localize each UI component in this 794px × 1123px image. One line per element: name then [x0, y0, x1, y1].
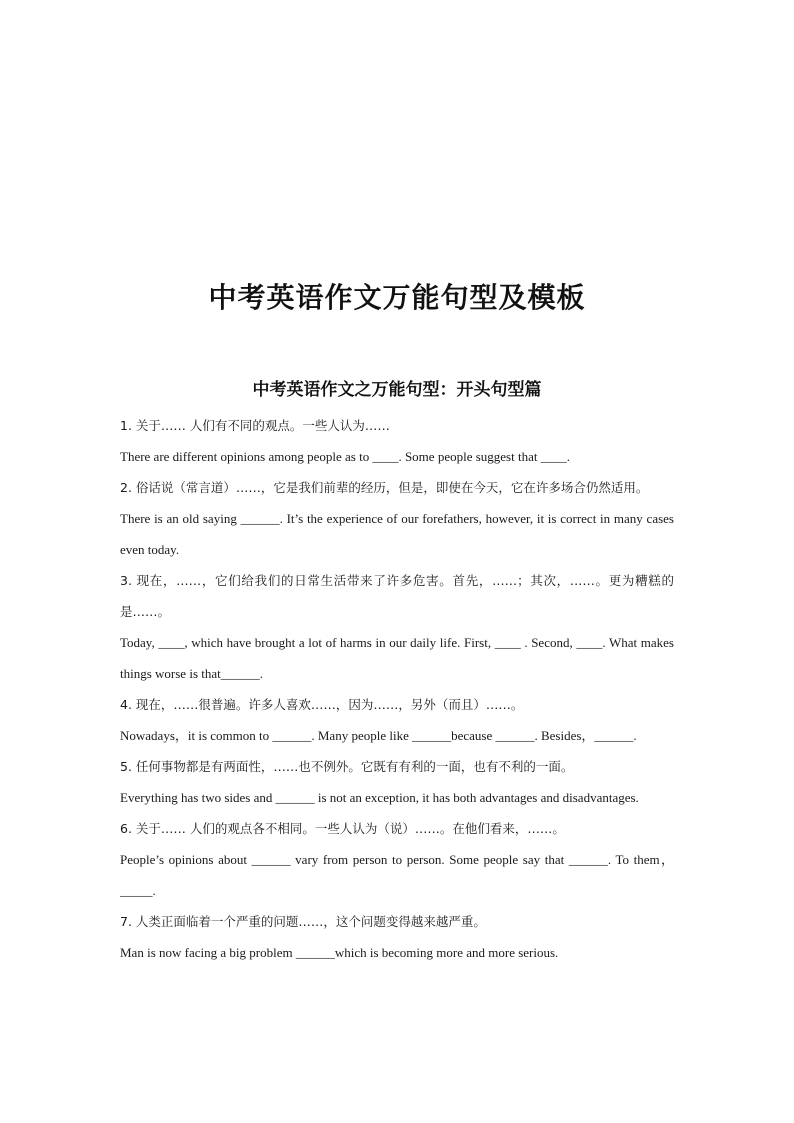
- list-item: [120, 813, 674, 906]
- chinese-sentence: 2. 俗话说（常言道）……，它是我们前辈的经历，但是，即使在今天，它在许多场合仍然适用。: [120, 480, 649, 495]
- chinese-sentence: 5. 任何事物都是有两面性，……也不例外。它既有有利的一面，也有不利的一面。: [120, 759, 574, 774]
- english-sentence: There is an old saying ______. It’s the experience of our forefathers, however, it is correct in many cases even today.: [120, 511, 674, 557]
- english-sentence: Man is now facing a big problem ______which is becoming more and more serious.: [120, 945, 559, 960]
- chinese-sentence: 1. 关于…… 人们有不同的观点。一些人认为……: [120, 418, 390, 433]
- section-title: 中考英语作文之万能句型：开头句型篇: [252, 380, 542, 400]
- list-item: [120, 689, 674, 751]
- chinese-sentence: 3. 现在，……，它们给我们的日常生活带来了许多危害。首先，……；其次，……。更为糟糕的是……。: [120, 573, 674, 619]
- english-sentence: Today, ____, which have brought a lot of harms in our daily life. First, ____ . Second, ____. What makes things worse is that______.: [120, 635, 674, 681]
- english-sentence: Nowadays，it is common to ______. Many people like ______because ______. Besides，______.: [120, 728, 637, 743]
- sentence-list: [120, 410, 674, 968]
- list-item: [120, 565, 674, 689]
- english-sentence: There are different opinions among people as to ____. Some people suggest that ____.: [120, 449, 570, 464]
- list-item: [120, 906, 674, 968]
- english-sentence: People’s opinions about ______ vary from person to person. Some people say that ______. To them，_____.: [120, 852, 674, 898]
- list-item: [120, 751, 674, 813]
- list-item: [120, 410, 674, 472]
- chinese-sentence: 4. 现在，……很普遍。许多人喜欢……，因为……，另外（而且）……。: [120, 697, 524, 712]
- chinese-sentence: 7. 人类正面临着一个严重的问题……，这个问题变得越来越严重。: [120, 914, 486, 929]
- chinese-sentence: 6. 关于…… 人们的观点各不相同。一些人认为（说）……。在他们看来，……。: [120, 821, 565, 836]
- english-sentence: Everything has two sides and ______ is not an exception, it has both advantages and disadvantages.: [120, 790, 639, 805]
- page-title: 中考英语作文万能句型及模板: [208, 281, 586, 314]
- list-item: [120, 472, 674, 565]
